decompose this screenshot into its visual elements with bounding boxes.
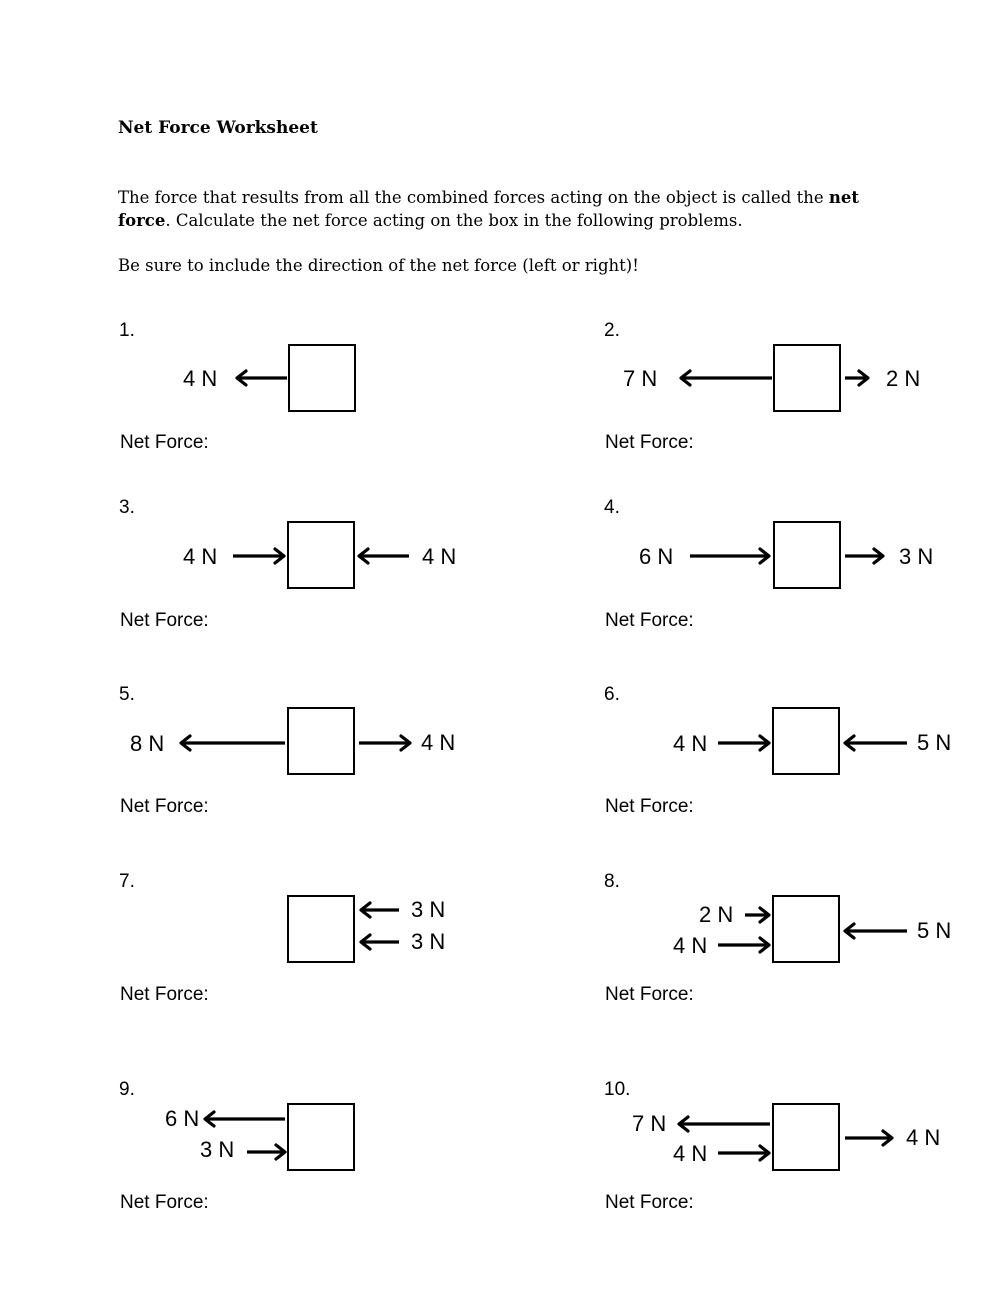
force-label: 4 N bbox=[673, 933, 708, 958]
force-diagram-4 bbox=[639, 522, 933, 588]
force-diagram-5 bbox=[130, 708, 455, 774]
net-force-label: Net Force: bbox=[605, 432, 694, 453]
force-label: 6 N bbox=[165, 1106, 200, 1131]
force-label: 4 N bbox=[673, 1141, 708, 1166]
force-label: 8 N bbox=[130, 731, 165, 756]
force-label: 2 N bbox=[699, 902, 734, 927]
force-label: 7 N bbox=[623, 366, 658, 391]
force-label: 3 N bbox=[899, 544, 934, 569]
problem-number: 4. bbox=[604, 497, 620, 518]
net-force-label: Net Force: bbox=[605, 984, 694, 1005]
force-label: 6 N bbox=[639, 544, 674, 569]
force-label: 5 N bbox=[917, 918, 952, 943]
force-diagram-3 bbox=[183, 522, 456, 588]
net-force-label: Net Force: bbox=[120, 796, 209, 817]
problem-number: 5. bbox=[119, 684, 135, 705]
box bbox=[774, 345, 840, 411]
force-diagram-10 bbox=[632, 1104, 940, 1170]
force-diagram-2 bbox=[623, 345, 920, 411]
force-label: 5 N bbox=[917, 730, 952, 755]
box bbox=[288, 1104, 354, 1170]
problem-number: 3. bbox=[119, 497, 135, 518]
intro-text-part2: . Calculate the net force acting on the box in the following problems. bbox=[165, 211, 743, 230]
box bbox=[773, 708, 839, 774]
force-label: 7 N bbox=[632, 1111, 667, 1136]
net-force-label: Net Force: bbox=[120, 1192, 209, 1213]
problem-number: 9. bbox=[119, 1079, 135, 1100]
intro-bold-term: net force bbox=[118, 188, 859, 230]
direction-instruction: Be sure to include the direction of the net force (left or right)! bbox=[118, 256, 639, 275]
box bbox=[288, 896, 354, 962]
problem-number: 2. bbox=[604, 320, 620, 341]
net-force-label: Net Force: bbox=[605, 1192, 694, 1213]
force-diagram-1 bbox=[183, 345, 355, 411]
force-label: 4 N bbox=[673, 731, 708, 756]
net-force-label: Net Force: bbox=[605, 796, 694, 817]
box bbox=[289, 345, 355, 411]
net-force-label: Net Force: bbox=[605, 610, 694, 631]
force-diagram-6 bbox=[673, 708, 951, 774]
net-force-label: Net Force: bbox=[120, 610, 209, 631]
force-label: 4 N bbox=[906, 1125, 941, 1150]
problem-number: 6. bbox=[604, 684, 620, 705]
force-diagram-8 bbox=[673, 896, 951, 962]
box bbox=[288, 522, 354, 588]
net-force-label: Net Force: bbox=[120, 984, 209, 1005]
box bbox=[773, 1104, 839, 1170]
problem-number: 1. bbox=[119, 320, 135, 341]
force-label: 3 N bbox=[200, 1137, 235, 1162]
force-label: 4 N bbox=[183, 544, 218, 569]
problem-number: 10. bbox=[604, 1079, 631, 1100]
force-label: 2 N bbox=[886, 366, 921, 391]
force-label: 4 N bbox=[183, 366, 218, 391]
worksheet-title: Net Force Worksheet bbox=[118, 118, 318, 138]
box bbox=[288, 708, 354, 774]
force-label: 3 N bbox=[411, 897, 446, 922]
force-label: 3 N bbox=[411, 929, 446, 954]
force-label: 4 N bbox=[421, 730, 456, 755]
problem-number: 8. bbox=[604, 871, 620, 892]
force-diagram-9 bbox=[165, 1104, 354, 1170]
force-label: 4 N bbox=[422, 544, 457, 569]
force-diagram-7 bbox=[288, 896, 445, 962]
box bbox=[774, 522, 840, 588]
intro-text-part1: The force that results from all the combined forces acting on the object is called the bbox=[118, 188, 829, 207]
problem-number: 7. bbox=[119, 871, 135, 892]
net-force-label: Net Force: bbox=[120, 432, 209, 453]
box bbox=[773, 896, 839, 962]
